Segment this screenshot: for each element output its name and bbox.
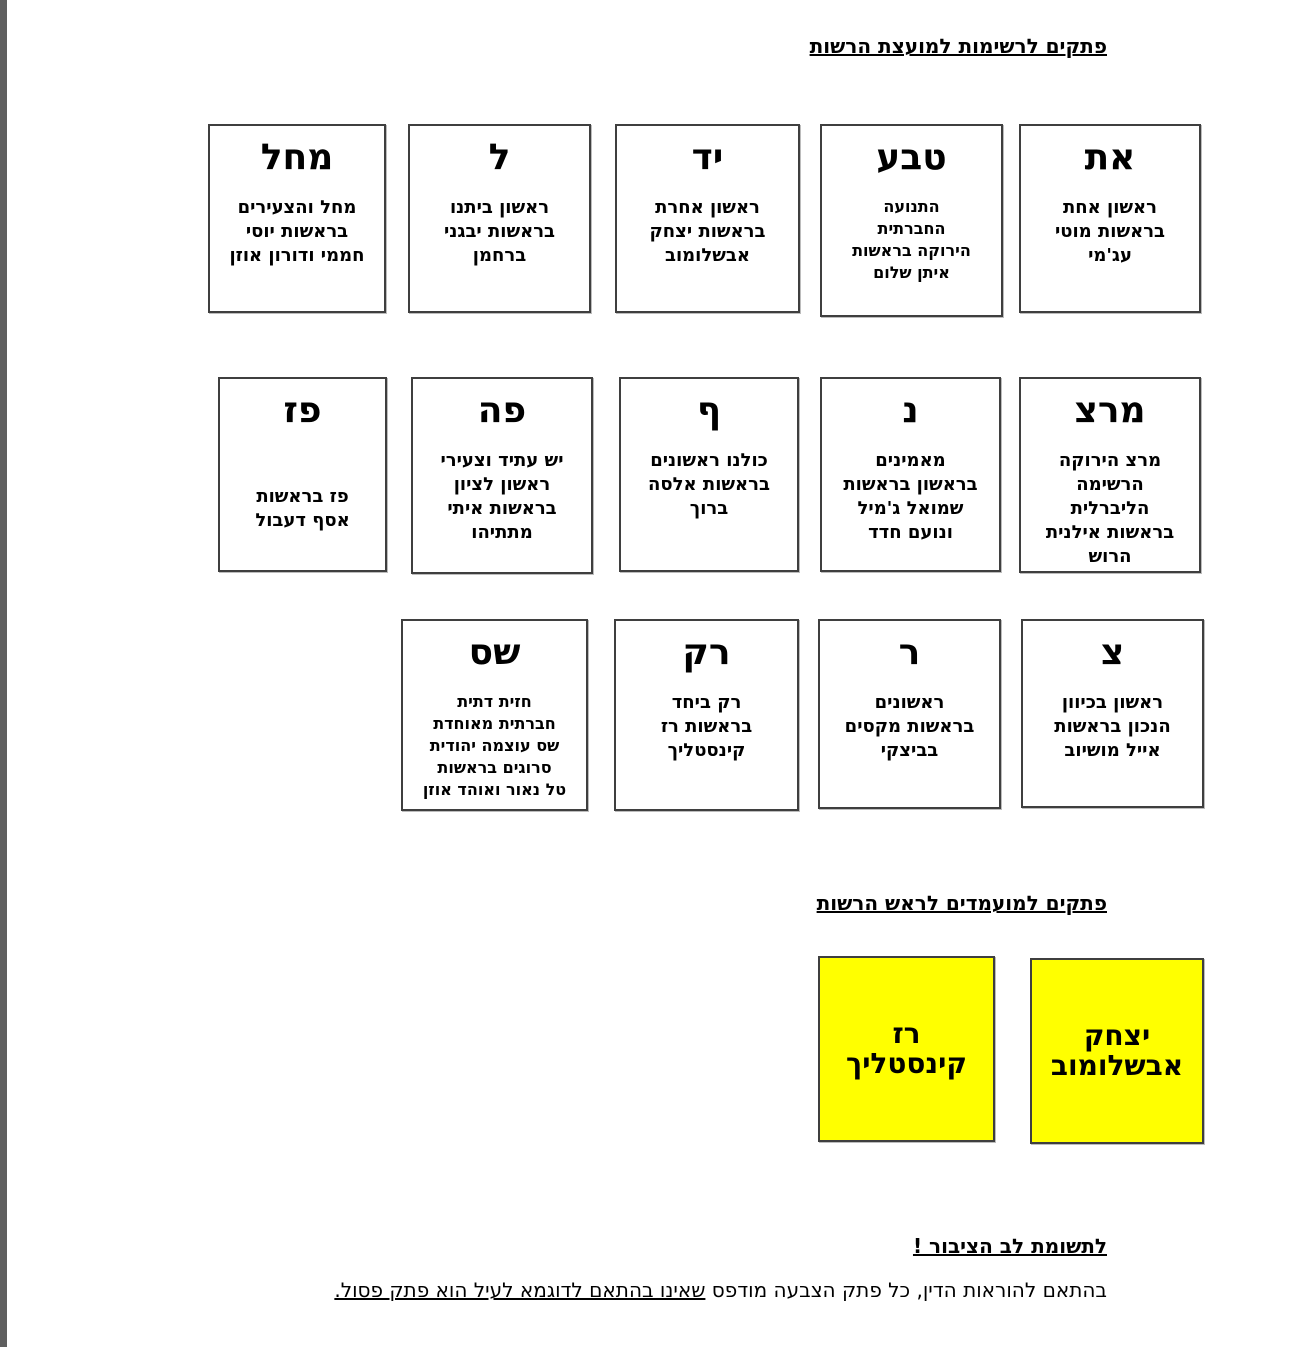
ballot-card [619, 377, 799, 572]
ballot-letters: טבע [876, 137, 947, 178]
ballot-letters: פה [477, 390, 527, 431]
notice-title: לתשומת לב הציבור ! [912, 1234, 1107, 1258]
ballot-letters: רק [682, 632, 731, 673]
ballot-description-line: מרצ הירוקה [1058, 450, 1162, 471]
ballot-description [216, 196, 378, 268]
mayor-candidate-name [846, 1019, 967, 1079]
ballot-description-line: ראשון לציון [453, 474, 551, 495]
ballot-description [1027, 449, 1193, 569]
ballot-letters: ף [696, 390, 722, 431]
ballot-letters: מחל [260, 137, 334, 178]
ballot-letters: פז [283, 390, 322, 431]
ballot-description [622, 691, 791, 763]
ballot-description-line: בביצקי [880, 740, 939, 761]
ballot-card [411, 377, 593, 574]
ballot-description-line: בראשות יצחק [649, 221, 766, 242]
ballot-card [208, 124, 386, 313]
ballot-description-line: חממי ודורון אוזן [229, 245, 365, 266]
ballot-description-line: בראשות אלסה [648, 474, 770, 495]
ballot-description-line: עג'מי [1088, 245, 1132, 266]
ballot-description-line: בראשות מוטי [1054, 221, 1166, 242]
ballot-description-line: קינסטליך [667, 740, 746, 761]
ballot-card [218, 377, 387, 572]
ballot-description-line: מחל והצעירים [237, 197, 357, 218]
ballot-description-line: בראשות אילנית [1045, 522, 1175, 543]
ballot-description [828, 449, 993, 545]
ballot-card [1019, 377, 1201, 573]
ballot-description-line: בראשות מקסים [844, 716, 975, 737]
ballot-description [1027, 196, 1193, 268]
ballot-description-line: כולנו ראשונים [650, 450, 768, 471]
ballot-letters: צ [1100, 632, 1125, 673]
viewer-left-edge [0, 0, 7, 1347]
ballot-description-line: מאמינים [875, 450, 946, 471]
ballot-card [820, 124, 1003, 317]
mayor-candidate-name-line: אבשלומוב [1050, 1049, 1184, 1082]
ballot-description-line: אבשלומוב [665, 245, 750, 266]
ballot-card [614, 619, 799, 811]
ballot-description [623, 196, 792, 268]
ballot-description-line: הליברלית [1070, 498, 1150, 519]
ballot-description-line: ונועם חדד [868, 522, 953, 543]
ballot-description-line: הירוקה בראשות [852, 241, 971, 260]
ballot-description-line: שמואל ג'מיל [857, 498, 964, 519]
ballot-description-line: טל נאור ואוהד אוזן [422, 780, 567, 799]
ballot-description [416, 196, 583, 268]
ballot-letters: שס [468, 632, 521, 673]
mayor-ballot-card [818, 956, 995, 1142]
ballot-card [820, 377, 1001, 572]
ballot-card [615, 124, 800, 313]
ballot-description-line: בראשות איתי [447, 498, 557, 519]
mayor-candidate-name-line: רז [892, 1017, 921, 1050]
ballot-description-line: רק ביחד [671, 692, 742, 713]
ballot-description-line: הרשימה [1076, 474, 1144, 495]
ballot-description-line: שס עוצמה יהודית [429, 736, 560, 755]
mayor-ballot-card [1030, 958, 1204, 1144]
ballot-description-line: יש עתיד וצעירי [440, 450, 564, 471]
ballot-description-line: ראשונים [874, 692, 945, 713]
mayor-candidate-name-line: יצחק [1083, 1019, 1151, 1052]
ballot-letters: ר [898, 632, 921, 673]
ballot-description-line: חברתית מאוחדת [433, 714, 556, 733]
ballot-description-line: חזית דתית [457, 692, 532, 711]
ballot-description-line: אייל מושיוב [1064, 740, 1161, 761]
notice-text [334, 1280, 1107, 1300]
ballot-description [419, 449, 585, 545]
ballot-description-line: איתן שלום [873, 263, 950, 282]
ballot-description-line: החברתית [877, 219, 946, 238]
ballot-letters: מרצ [1074, 390, 1146, 431]
ballot-description-line: פז בראשות [256, 486, 349, 507]
ballot-card [401, 619, 588, 811]
ballot-description-line: בראשון בראשות [843, 474, 978, 495]
ballot-letters: ל [488, 137, 511, 178]
ballot-description-line: ברוך [689, 498, 729, 519]
mayor-candidate-name [1051, 1021, 1183, 1081]
mayor-heading: פתקים למועמדים לראש הרשות [816, 891, 1107, 915]
ballot-description-line: ברחמן [472, 245, 527, 266]
ballot-letters: נ [902, 390, 919, 431]
ballot-letters: את [1084, 137, 1136, 178]
ballot-description-line: ראשון ביתנו [449, 197, 550, 218]
ballot-description-line: ראשון אחרת [655, 197, 760, 218]
ballot-description-line: סרוגים בראשות [437, 758, 552, 777]
ballot-description [1029, 691, 1196, 763]
council-heading: פתקים לרשימות למועצת הרשות [809, 34, 1107, 58]
ballot-card [1019, 124, 1201, 313]
ballot-description-line: ראשון בכיוון [1061, 692, 1164, 713]
ballot-description-line: בראשות רז [660, 716, 753, 737]
notice-text-plain: בהתאם להוראות הדין, כל פתק הצבעה מודפס [705, 1278, 1107, 1302]
ballot-description [627, 449, 791, 521]
ballot-description-line: הרוש [1088, 546, 1132, 567]
ballot-card [1021, 619, 1204, 808]
ballot-description [826, 691, 993, 763]
ballot-description-line: התנועה [883, 197, 940, 216]
ballot-description [828, 196, 995, 284]
ballot-description-line: הנכון בראשות [1054, 716, 1171, 737]
ballot-description-line: ראשון אחת [1063, 197, 1157, 218]
notice-text-underlined: שאינו בהתאם לדוגמא לעיל הוא פתק פסול. [334, 1278, 706, 1302]
mayor-candidate-name-line: קינסטליך [846, 1047, 967, 1080]
ballot-description [409, 691, 580, 801]
ballot-card [408, 124, 591, 313]
ballot-description-line: בראשות יוסי [245, 221, 349, 242]
ballot-letters: יד [691, 137, 724, 178]
ballot-card [818, 619, 1001, 809]
ballot-description-line: אסף דעבול [255, 510, 350, 531]
ballot-description-line: מתתיהו [471, 522, 533, 543]
ballot-description [226, 485, 379, 533]
ballot-description-line: בראשות יבגני [443, 221, 556, 242]
